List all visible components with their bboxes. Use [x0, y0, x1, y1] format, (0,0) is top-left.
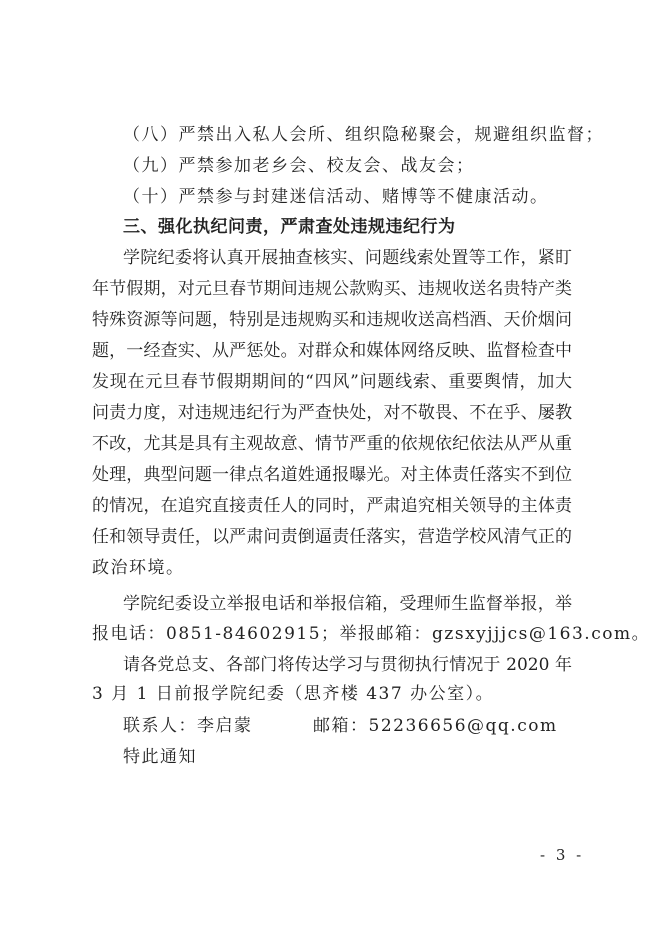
- paragraph-line: 政治环境。: [92, 558, 185, 578]
- item-ten: （十）严禁参与封建迷信活动、赌博等不健康活动。: [123, 187, 549, 207]
- paragraph-line: 题，一经查实、从严惩处。对群众和媒体网络反映、监督检查中: [92, 341, 572, 361]
- item-eight: （八）严禁出入私人会所、组织隐秘聚会，规避组织监督；: [123, 125, 604, 145]
- paragraph-line: 学院纪委将认真开展抽查核实、问题线索处置等工作，紧盯: [123, 248, 572, 268]
- paragraph-line: 处理，典型问题一律点名道姓通报曝光。对主体责任落实不到位: [92, 465, 572, 485]
- section-heading: 三、强化执纪问责，严肃查处违规违纪行为: [123, 217, 456, 237]
- item-nine: （九）严禁参加老乡会、校友会、战友会；: [123, 156, 475, 176]
- paragraph-line: 发现在元旦春节假期期间的“四风”问题线索、重要舆情，加大: [92, 372, 572, 392]
- page-number: - 3 -: [540, 846, 585, 864]
- paragraph-line: 的情况，在追究直接责任人的同时，严肃追究相关领导的主体责: [92, 496, 572, 516]
- report-paragraph-line: 学院纪委设立举报电话和举报信箱，受理师生监督举报，举: [123, 594, 572, 614]
- contact-person: 联系人：李启蒙: [123, 716, 253, 736]
- contact-email: 邮箱：52236656@qq.com: [313, 716, 558, 736]
- report-contact-line: 报电话：0851-84602915；举报邮箱：gzsxyjjjcs@163.com。: [92, 624, 651, 644]
- paragraph-line: 年节假期，对元旦春节期间违规公款购买、违规收送名贵特产类: [92, 279, 572, 299]
- paragraph-line: 任和领导责任，以严肃问责倒逼责任落实，营造学校风清气正的: [92, 527, 572, 547]
- deadline-paragraph-line: 请各党总支、各部门将传达学习与贯彻执行情况于 2020 年: [123, 655, 572, 675]
- paragraph-line: 不改，尤其是具有主观故意、情节严重的依规依纪依法从严从重: [92, 434, 572, 454]
- paragraph-line: 特殊资源等问题，特别是违规购买和违规收送高档酒、天价烟问: [92, 310, 572, 330]
- closing-text: 特此通知: [123, 747, 197, 767]
- deadline-paragraph-line: 3 月 1 日前报学院纪委（思齐楼 437 办公室）。: [92, 684, 495, 704]
- paragraph-line: 问责力度，对违规违纪行为严查快处，对不敬畏、不在乎、屡教: [92, 403, 572, 423]
